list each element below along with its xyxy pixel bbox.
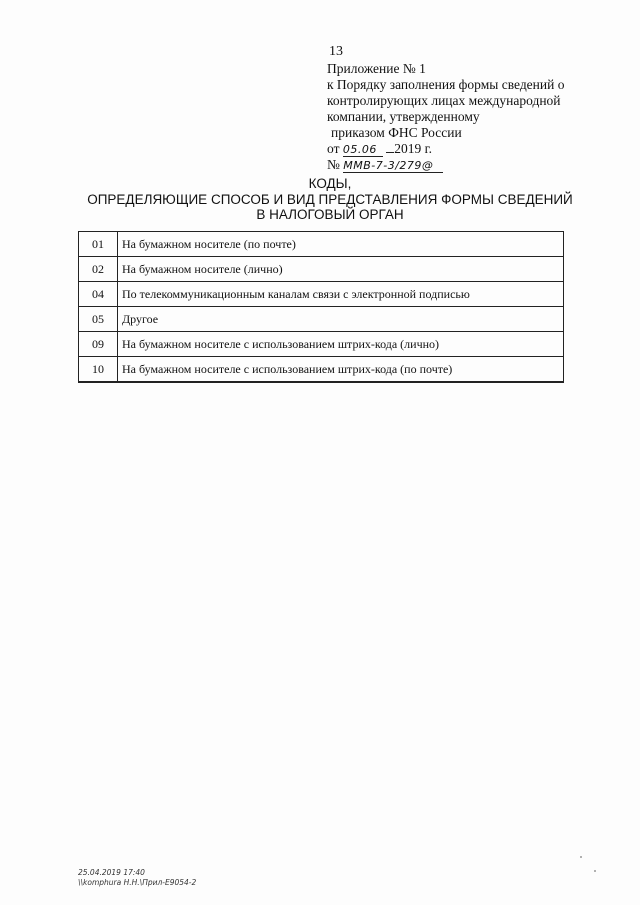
description-cell: Другое [118,307,564,332]
table-row [79,257,564,282]
table-row [79,332,564,357]
appendix-label: Приложение № 1 [327,61,426,76]
codes-table [78,231,564,383]
appendix-line-4: приказом ФНС России [331,125,462,140]
table-row [79,307,564,332]
appendix-line-1: к Порядку заполнения формы сведений о [327,77,565,92]
description-cell: На бумажном носителе (лично) [118,257,564,282]
date-prefix: от [327,141,340,156]
scan-speck [594,870,596,872]
title-line-1: КОДЫ, [308,176,352,191]
description-cell: На бумажном носителе с использованием штрих-кода (по почте) [118,357,564,383]
appendix-line-3: компании, утвержденному [327,109,480,124]
code-cell: 09 [79,332,118,357]
order-number-line [327,157,627,173]
footer-file-ref: \\komphura Н.Н.\Прил-Е9054-2 [78,878,197,887]
footer-stamp [78,868,196,888]
description-cell: На бумажном носителе с использованием штрих-кода (лично) [118,332,564,357]
handwritten-order-number: ММВ-7-3/279@ [343,159,443,173]
order-date-line [327,141,627,157]
number-prefix: № [327,157,340,172]
appendix-header [327,61,627,173]
footer-timestamp: 25.04.2019 17:40 [78,868,145,877]
description-cell: По телекоммуникационным каналам связи с электронной подписью [118,282,564,307]
table-row [79,232,564,257]
code-cell: 05 [79,307,118,332]
document-title [60,176,600,223]
title-line-2: ОПРЕДЕЛЯЮЩИЕ СПОСОБ И ВИД ПРЕДСТАВЛЕНИЯ ФОРМЫ СВЕДЕНИЙ [87,191,573,207]
date-year: 2019 [394,141,422,156]
description-cell: На бумажном носителе (по почте) [118,232,564,257]
code-cell: 04 [79,282,118,307]
handwritten-date: 05.06 [343,143,383,157]
title-line-3: В НАЛОГОВЫЙ ОРГАН [256,207,404,222]
code-cell: 02 [79,257,118,282]
code-cell: 10 [79,357,118,383]
table-row [79,357,564,383]
code-cell: 01 [79,232,118,257]
scan-speck [580,856,582,858]
page-number: 13 [329,44,343,59]
table-row [79,282,564,307]
date-suffix: г. [424,141,432,156]
appendix-line-2: контролирующих лицах международной [327,93,561,108]
